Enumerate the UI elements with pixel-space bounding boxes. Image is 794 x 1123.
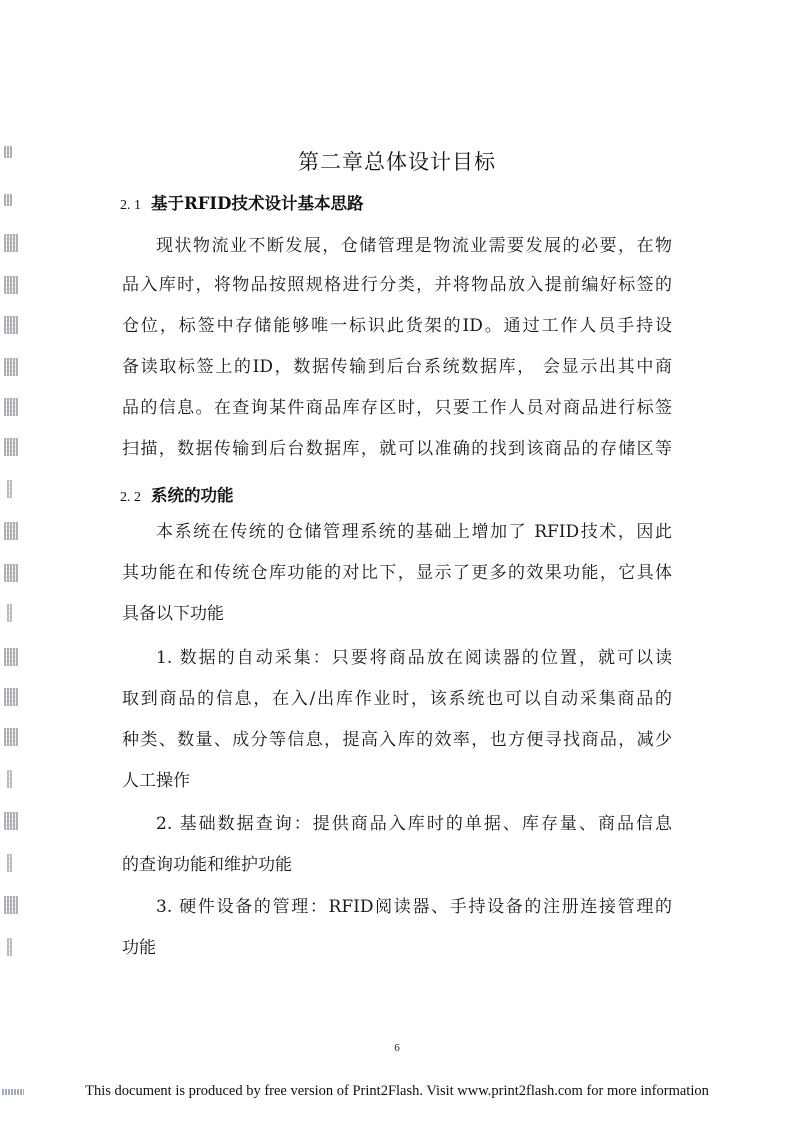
paragraph-line: 扫描，数据传输到后台数据库，就可以准确的找到该商品的存储区等 bbox=[122, 439, 672, 459]
scan-artifact bbox=[4, 398, 18, 416]
scan-artifact bbox=[4, 438, 18, 456]
list-item-line: 人工操作 bbox=[122, 771, 190, 791]
section-number: 2. 2 bbox=[120, 490, 141, 505]
list-item-line: 2. 基础数据查询：提供商品入库时的单据、库存量、商品信息 bbox=[156, 814, 672, 834]
list-item-line: 功能 bbox=[122, 938, 156, 958]
list-item-line: 1. 数据的自动采集：只要将商品放在阅读器的位置，就可以读 bbox=[156, 648, 672, 668]
list-item-line: 取到商品的信息，在入/出库作业时，该系统也可以自动采集商品的 bbox=[122, 689, 672, 709]
section-heading-2-1 bbox=[120, 190, 363, 214]
scan-artifact bbox=[7, 938, 12, 956]
scan-artifact bbox=[7, 854, 12, 872]
scan-artifact bbox=[7, 604, 12, 622]
chapter-title: 第二章总体设计目标 bbox=[298, 150, 496, 174]
scan-artifact bbox=[4, 896, 18, 914]
scan-artifact bbox=[4, 194, 12, 206]
paragraph-line: 品的信息。在查询某件商品库存区时，只要工作人员对商品进行标签 bbox=[122, 398, 672, 418]
list-item-line: 种类、数量、成分等信息，提高入库的效率，也方便寻找商品，减少 bbox=[122, 730, 672, 750]
scan-artifact-strip bbox=[0, 140, 24, 960]
paragraph-line: 具备以下功能 bbox=[122, 604, 224, 624]
paragraph-line: 现状物流业不断发展，仓储管理是物流业需要发展的必要，在物 bbox=[156, 236, 672, 256]
paragraph-line: 其功能在和传统仓库功能的对比下，显示了更多的效果功能，它具体 bbox=[122, 563, 672, 583]
scan-artifact bbox=[4, 564, 18, 582]
scan-artifact bbox=[4, 522, 18, 540]
section-title: 系统的功能 bbox=[151, 486, 234, 505]
section-number: 2. 1 bbox=[120, 198, 141, 213]
print2flash-footer: This document is produced by free version of Print2Flash. Visit www.print2flash.com for more information bbox=[85, 1083, 709, 1099]
page-number: 6 bbox=[394, 1042, 400, 1054]
list-item-line: 的查询功能和维护功能 bbox=[122, 855, 292, 875]
list-item-line: 3. 硬件设备的管理：RFID阅读器、手持设备的注册连接管理的 bbox=[156, 897, 672, 917]
section-title: 基于RFID技术设计基本思路 bbox=[151, 194, 364, 213]
scan-artifact bbox=[7, 480, 12, 498]
scan-artifact bbox=[4, 812, 18, 830]
scan-artifact bbox=[4, 358, 18, 376]
scan-artifact bbox=[4, 728, 18, 746]
scan-artifact bbox=[4, 688, 18, 706]
paragraph-line: 备读取标签上的ID，数据传输到后台系统数据库， 会显示出其中商 bbox=[122, 357, 672, 377]
section-heading-2-2 bbox=[120, 482, 234, 506]
scan-artifact bbox=[4, 234, 18, 252]
scan-artifact bbox=[4, 648, 18, 666]
scan-artifact bbox=[4, 316, 18, 334]
paragraph-line: 品入库时，将物品按照规格进行分类，并将物品放入提前编好标签的 bbox=[122, 275, 672, 295]
paragraph-line: 仓位，标签中存储能够唯一标识此货架的ID。通过工作人员手持设 bbox=[122, 316, 672, 336]
paragraph-line: 本系统在传统的仓储管理系统的基础上增加了 RFID技术，因此 bbox=[156, 522, 672, 542]
scan-artifact bbox=[7, 770, 12, 788]
scan-artifact bbox=[4, 276, 18, 294]
